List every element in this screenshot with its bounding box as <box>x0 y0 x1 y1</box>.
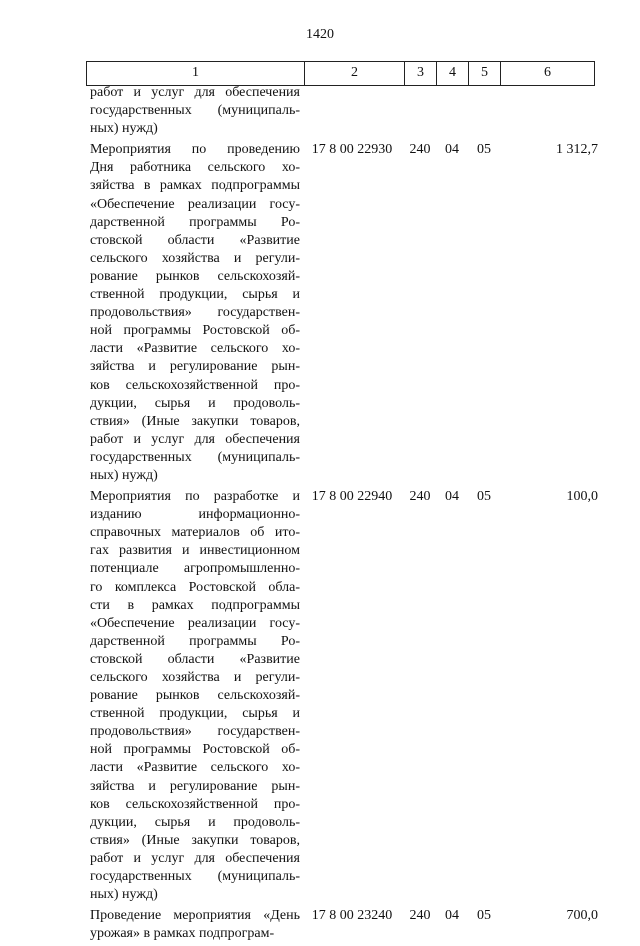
description-line: ков сельскохозяйственной про- <box>90 796 300 812</box>
description-line: продовольствия» государствен- <box>90 724 300 740</box>
description-line: рование рынков сельскохозяй- <box>90 688 300 704</box>
description-line: государственных (муниципаль- <box>90 869 300 885</box>
description-line: работ и услуг для обеспечения <box>90 431 300 447</box>
row-pr <box>468 84 500 138</box>
row-amount: 700,0 <box>566 908 598 924</box>
row-pr: 05 <box>477 489 491 505</box>
header-col-6: 6 <box>500 62 595 85</box>
row-code: 17 8 00 22940 <box>311 489 393 505</box>
description-line: ласти «Развитие сельского хо- <box>90 760 300 776</box>
description-line: ственной продукции, сырья и <box>90 706 300 722</box>
description-line: «Обеспечение реализации госу- <box>90 615 300 631</box>
row-vr: 240 <box>409 489 431 505</box>
header-col-2: 2 <box>304 62 404 85</box>
description-line: ных) нужд) <box>90 887 158 903</box>
table-row <box>86 488 598 904</box>
description-line: ласти «Развитие сельского хо- <box>90 341 300 357</box>
description-line: Проведение мероприятия «День <box>90 908 300 924</box>
description-line: зяйства и регулирование рын- <box>90 778 300 794</box>
description-line: ных) нужд) <box>90 467 158 483</box>
table-row <box>86 907 598 943</box>
row-amount: 1 312,7 <box>556 142 598 158</box>
row-description <box>86 488 300 904</box>
description-line: ной программы Ростовской об- <box>90 742 300 758</box>
description-line: дарственной программы Ро- <box>90 633 300 649</box>
row-pr: 05 <box>477 908 491 924</box>
description-line: дукции, сырья и продоволь- <box>90 814 300 830</box>
row-description <box>86 84 300 138</box>
description-line: сельского хозяйства и регули- <box>90 250 300 266</box>
description-line: рование рынков сельскохозяй- <box>90 268 300 284</box>
description-line: стовской области «Развитие <box>90 651 300 667</box>
description-line: потенциале агропромышленно- <box>90 561 300 577</box>
description-line: «Обеспечение реализации госу- <box>90 196 300 212</box>
description-line: ной программы Ростовской об- <box>90 323 300 339</box>
row-rz: 04 <box>445 142 459 158</box>
description-line: работ и услуг для обеспечения <box>90 85 300 100</box>
row-rz: 04 <box>445 489 459 505</box>
header-col-1: 1 <box>86 62 304 85</box>
description-line: зяйства и регулирование рын- <box>90 359 300 375</box>
description-line: дарственной программы Ро- <box>90 214 300 230</box>
description-line: сти в рамках подпрограммы <box>90 597 300 613</box>
description-line: зяйства в рамках подпрограммы <box>90 178 300 194</box>
row-code: 17 8 00 22930 <box>311 142 393 158</box>
description-line: ственной продукции, сырья и <box>90 287 300 303</box>
description-line: сельского хозяйства и регули- <box>90 670 300 685</box>
description-line: ствия» (Иные закупки товаров, <box>90 413 300 429</box>
row-vr: 240 <box>409 142 431 158</box>
description-line: Дня работника сельского хо- <box>90 160 300 176</box>
description-line: стовской области «Развитие <box>90 232 300 248</box>
row-code: 17 8 00 23240 <box>311 908 393 924</box>
row-rz: 04 <box>445 908 459 924</box>
description-line: государственных (муниципаль- <box>90 103 300 119</box>
header-col-4: 4 <box>436 62 468 85</box>
row-vr: 240 <box>409 908 431 924</box>
row-description <box>86 141 300 485</box>
table-body <box>86 84 598 946</box>
row-rz <box>436 84 468 138</box>
description-line: Мероприятия по проведению <box>90 142 300 158</box>
row-description <box>86 907 300 943</box>
row-code <box>300 84 404 138</box>
description-line: ков сельскохозяйственной про- <box>90 377 300 393</box>
row-vr <box>404 84 436 138</box>
description-line: го комплекса Ростовской обла- <box>90 579 300 595</box>
table-header <box>86 61 595 86</box>
description-line: гах развития и инвестиционном <box>90 543 300 559</box>
description-line: работ и услуг для обеспечения <box>90 850 300 866</box>
row-pr: 05 <box>477 142 491 158</box>
description-line: ных) нужд) <box>90 121 158 137</box>
description-line: государственных (муниципаль- <box>90 449 300 465</box>
description-line: ствия» (Иные закупки товаров, <box>90 832 300 848</box>
header-col-5: 5 <box>468 62 500 85</box>
header-col-3: 3 <box>404 62 436 85</box>
row-amount: 100,0 <box>566 489 598 505</box>
description-line: дукции, сырья и продоволь- <box>90 395 300 411</box>
description-line: продовольствия» государствен- <box>90 305 300 321</box>
description-line: Мероприятия по разработке и <box>90 489 300 505</box>
description-line: справочных материалов об ито- <box>90 525 300 541</box>
table-row <box>86 141 598 485</box>
description-line: изданию информационно- <box>90 507 300 523</box>
row-amount <box>500 84 598 138</box>
table-row <box>86 84 598 138</box>
description-line: урожая» в рамках подпрограм- <box>90 926 275 942</box>
page-number: 1420 <box>306 27 334 42</box>
